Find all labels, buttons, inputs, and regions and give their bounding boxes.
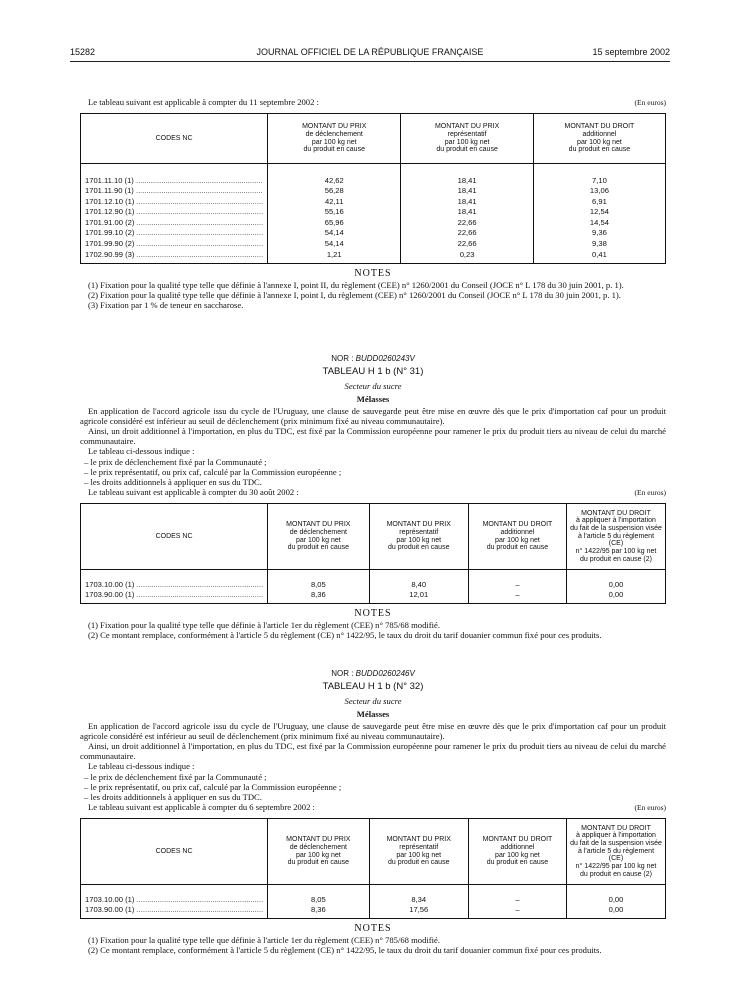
nor-code: BUDD0260246V (355, 669, 415, 678)
price-table-1-body (81, 164, 666, 264)
table-row (81, 250, 666, 261)
value-cell: 0,23 (401, 250, 534, 261)
nor-reference (80, 354, 666, 363)
table-spacer-row (81, 260, 666, 263)
publication-date: 15 septembre 2002 (592, 47, 670, 57)
table-spacer-row (81, 570, 666, 580)
value-cell: 42,62 (268, 176, 401, 187)
table-row (81, 239, 666, 250)
list-item: – le prix représentatif, ou prix caf, calculé par la Commission européenne ; (84, 781, 342, 792)
col-header-additional-duty: MONTANT DU DROIT additionnel par 100 kg net du produit en cause (533, 114, 665, 164)
sector-label: Secteur du sucre (344, 380, 402, 391)
leader-dots: ............................................................ (134, 249, 264, 259)
nc-code: 1701.99.10 (2) (85, 228, 135, 238)
price-table-1 (80, 113, 666, 264)
col-header-additional-duty: MONTANT DU DROIT additionnel par 100 kg net du produit en cause (468, 504, 566, 570)
table-title: TABLEAU H 1 b (N° 31) (322, 366, 424, 378)
table-row (81, 895, 666, 906)
leader-dots: ............................................................ (134, 905, 264, 915)
col-header-codes: CODES NC (81, 504, 268, 570)
col-header-trigger-price: MONTANT DU PRIX de déclenchement par 100 kg net du produit en cause (268, 114, 401, 164)
value-cell: 18,41 (401, 197, 534, 208)
nc-code-cell (81, 218, 268, 229)
value-cell: 14,54 (533, 218, 665, 229)
table-row (81, 580, 666, 591)
value-cell: 12,01 (369, 590, 468, 601)
unit-label: (En euros) (634, 98, 666, 107)
section-molasses-32 (80, 665, 666, 955)
table-row (81, 590, 666, 601)
table-row (81, 228, 666, 239)
value-cell: 8,34 (369, 895, 468, 906)
leader-dots: ............................................................ (134, 217, 264, 227)
value-cell: 17,56 (369, 905, 468, 916)
table-row (81, 186, 666, 197)
sector-label: Secteur du sucre (344, 695, 402, 706)
nor-code: BUDD0260243V (355, 354, 415, 363)
value-cell: 9,36 (533, 228, 665, 239)
value-cell: 6,91 (533, 197, 665, 208)
value-cell: 56,28 (268, 186, 401, 197)
value-cell: – (468, 895, 566, 906)
table-row (81, 197, 666, 208)
col-header-codes: CODES NC (81, 819, 268, 885)
value-cell: – (468, 590, 566, 601)
nc-code-cell (81, 239, 268, 250)
value-cell: 0,41 (533, 250, 665, 261)
nc-code-cell (81, 905, 268, 916)
leader-dots: ............................................................ (134, 228, 264, 238)
notes-title: NOTES (354, 267, 392, 279)
col-header-additional-duty: MONTANT DU DROIT additionnel par 100 kg net du produit en cause (468, 819, 566, 885)
nc-code: 1701.11.10 (1) (85, 175, 134, 185)
nc-code-cell (81, 590, 268, 601)
section-molasses-31 (80, 350, 666, 640)
value-cell: 8,36 (268, 590, 369, 601)
table-row (81, 218, 666, 229)
nc-code: 1701.12.90 (1) (85, 207, 135, 217)
nc-code: 1703.10.00 (1) (85, 894, 135, 904)
page-header (70, 47, 670, 59)
notes-title: NOTES (354, 923, 392, 935)
note-1: (1) Fixation pour la qualité type telle que définie à l'article 1er du règlement (CEE) n° 785/68 modifié. (88, 620, 440, 631)
price-table-3 (80, 818, 666, 919)
nc-code-cell (81, 228, 268, 239)
table-intro-text: Le tableau suivant est applicable à compter du 30 août 2002 : (88, 487, 299, 498)
leader-dots: ............................................................ (134, 894, 264, 904)
list-item: – le prix de déclenchement fixé par la Communauté ; (84, 771, 267, 782)
price-table-3-body (81, 885, 666, 919)
col-header-suspension-duty: MONTANT DU DROIT à appliquer à l'importation du fait de la suspension visée à l'article 5 du règlement (CE) n° 1422/95 par 100 kg net du produit en cause (2) (566, 504, 665, 570)
nc-code: 1701.11.90 (1) (85, 186, 134, 196)
value-cell: 22,66 (401, 218, 534, 229)
list-item: – le prix de déclenchement fixé par la Communauté ; (84, 456, 267, 467)
leader-dots: ............................................................ (134, 590, 264, 600)
table-spacer-row (81, 164, 666, 176)
nc-code: 1703.90.00 (1) (85, 590, 135, 600)
nc-code: 1703.10.00 (1) (85, 579, 135, 589)
product-label: Mélasses (356, 393, 390, 404)
table-intro-text: Le tableau suivant est applicable à compter du 6 septembre 2002 : (88, 802, 315, 813)
value-cell: 65,96 (268, 218, 401, 229)
table-intro (80, 802, 666, 814)
table-spacer-row (81, 885, 666, 895)
page-number: 15282 (70, 47, 96, 57)
leader-dots: ............................................................ (133, 186, 263, 196)
col-header-trigger-price: MONTANT DU PRIX de déclenchement par 100 kg net du produit en cause (268, 819, 369, 885)
value-cell: 18,41 (401, 176, 534, 187)
paragraph-2: Ainsi, un droit additionnel à l'importation, en plus du TDC, est fixé par la Commission européenne pour ramener le prix du produit tiers au niveau de celui du marché communautaire. (80, 741, 666, 762)
note-1: (1) Fixation pour la qualité type telle que définie à l'article 1er du règlement (CEE) n° 785/68 modifié. (88, 935, 440, 946)
nc-code-cell (81, 176, 268, 187)
value-cell: 22,66 (401, 228, 534, 239)
note-2: (2) Fixation pour la qualité type telle que définie à l'annexe I, point I, du règlement (CEE) n° 1260/2001 du Conseil (JOCE n° L 178 du 30 juin 2001, p. 1). (88, 289, 621, 300)
table-row (81, 207, 666, 218)
leader-dots: ............................................................ (133, 175, 263, 185)
col-header-representative-price: MONTANT DU PRIX représentatif par 100 kg net du produit en cause (401, 114, 534, 164)
section-sugar-prices (80, 97, 666, 310)
value-cell: 18,41 (401, 207, 534, 218)
value-cell: 8,05 (268, 895, 369, 906)
value-cell: 55,16 (268, 207, 401, 218)
nor-reference (80, 669, 666, 678)
nc-code: 1703.90.00 (1) (85, 905, 135, 915)
note-3: (3) Fixation par 1 % de teneur en saccharose. (88, 299, 244, 310)
table-title: TABLEAU H 1 b (N° 32) (322, 681, 424, 693)
paragraph-2: Ainsi, un droit additionnel à l'importation, en plus du TDC, est fixé par la Commission européenne pour ramener le prix du produit tiers au niveau de celui du marché communautaire. (80, 426, 666, 447)
col-header-suspension-duty: MONTANT DU DROIT à appliquer à l'importation du fait de la suspension visée à l'article 5 du règlement (CE) n° 1422/95 par 100 kg net du produit en cause (2) (566, 819, 665, 885)
value-cell: 18,41 (401, 186, 534, 197)
value-cell: 0,00 (566, 895, 665, 906)
col-header-codes: CODES NC (81, 114, 268, 164)
nc-code-cell (81, 186, 268, 197)
value-cell: 8,36 (268, 905, 369, 916)
table-intro (80, 487, 666, 499)
list-item: – les droits additionnels à appliquer en sus du TDC. (84, 476, 262, 487)
notes-title: NOTES (354, 608, 392, 620)
table-row (81, 176, 666, 187)
nc-code-cell (81, 250, 268, 261)
product-label: Mélasses (356, 708, 390, 719)
value-cell: 54,14 (268, 228, 401, 239)
nor-label: NOR : (331, 669, 354, 678)
value-cell: 8,05 (268, 580, 369, 591)
value-cell: 54,14 (268, 239, 401, 250)
journal-title: JOURNAL OFFICIEL DE LA RÉPUBLIQUE FRANÇAISE (256, 47, 484, 57)
col-header-representative-price: MONTANT DU PRIX représentatif par 100 kg net du produit en cause (369, 504, 468, 570)
list-intro: Le tableau ci-dessous indique : (88, 761, 195, 772)
value-cell: – (468, 905, 566, 916)
value-cell: 42,11 (268, 197, 401, 208)
col-header-trigger-price: MONTANT DU PRIX de déclenchement par 100 kg net du produit en cause (268, 504, 369, 570)
nc-code: 1701.99.90 (2) (85, 239, 135, 249)
list-item: – le prix représentatif, ou prix caf, calculé par la Commission européenne ; (84, 466, 342, 477)
leader-dots: ............................................................ (134, 196, 264, 206)
nc-code: 1701.12.10 (1) (85, 196, 135, 206)
price-table-2-body (81, 570, 666, 604)
unit-label: (En euros) (634, 803, 666, 813)
table-spacer-row (81, 601, 666, 604)
list-intro: Le tableau ci-dessous indique : (88, 446, 195, 457)
table-intro-text: Le tableau suivant est applicable à compter du 11 septembre 2002 : (88, 97, 319, 107)
value-cell: 22,66 (401, 239, 534, 250)
value-cell: 13,06 (533, 186, 665, 197)
list-item: – les droits additionnels à appliquer en sus du TDC. (84, 791, 262, 802)
header-rule (70, 61, 670, 62)
value-cell: 1,21 (268, 250, 401, 261)
value-cell: 9,38 (533, 239, 665, 250)
leader-dots: ............................................................ (134, 207, 264, 217)
value-cell: 7,10 (533, 176, 665, 187)
value-cell: 0,00 (566, 590, 665, 601)
value-cell: – (468, 580, 566, 591)
value-cell: 8,40 (369, 580, 468, 591)
nc-code-cell (81, 580, 268, 591)
nc-code: 1702.90.99 (3) (85, 249, 135, 259)
nc-code-cell (81, 207, 268, 218)
leader-dots: ............................................................ (134, 239, 264, 249)
price-table-2 (80, 503, 666, 604)
nc-code-cell (81, 895, 268, 906)
col-header-representative-price: MONTANT DU PRIX représentatif par 100 kg net du produit en cause (369, 819, 468, 885)
nc-code: 1701.91.00 (2) (85, 217, 135, 227)
nc-code-cell (81, 197, 268, 208)
value-cell: 0,00 (566, 905, 665, 916)
note-1: (1) Fixation pour la qualité type telle que définie à l'annexe I, point II, du règlement (CEE) n° 1260/2001 du Conseil (JOCE n° L 178 du 30 juin 2001, p. 1). (88, 279, 624, 290)
note-2: (2) Ce montant remplace, conformément à l'article 5 du règlement (CE) n° 1422/95, le taux du droit du tarif douanier commun fixé pour ces produits. (88, 630, 602, 641)
table-row (81, 905, 666, 916)
paragraph-1: En application de l'accord agricole issu du cycle de l'Uruguay, une clause de sauvegarde peut être mise en œuvre dès que le prix d'importation caf pour un produit agricole considéré est inférieur au seuil de déclenchement (prix minimum fixé au niveau communautaire). (80, 405, 666, 427)
table-spacer-row (81, 916, 666, 919)
value-cell: 0,00 (566, 580, 665, 591)
note-2: (2) Ce montant remplace, conformément à l'article 5 du règlement (CE) n° 1422/95, le taux du droit du tarif douanier commun fixé pour ces produits. (88, 945, 602, 956)
nor-label: NOR : (331, 354, 354, 363)
table-intro (80, 97, 666, 109)
paragraph-1: En application de l'accord agricole issu du cycle de l'Uruguay, une clause de sauvegarde peut être mise en œuvre dès que le prix d'importation caf pour un produit agricole considéré est inférieur au seuil de déclenchement (prix minimum fixé au niveau communautaire). (80, 720, 666, 742)
leader-dots: ............................................................ (134, 579, 264, 589)
value-cell: 12,54 (533, 207, 665, 218)
unit-label: (En euros) (634, 488, 666, 498)
